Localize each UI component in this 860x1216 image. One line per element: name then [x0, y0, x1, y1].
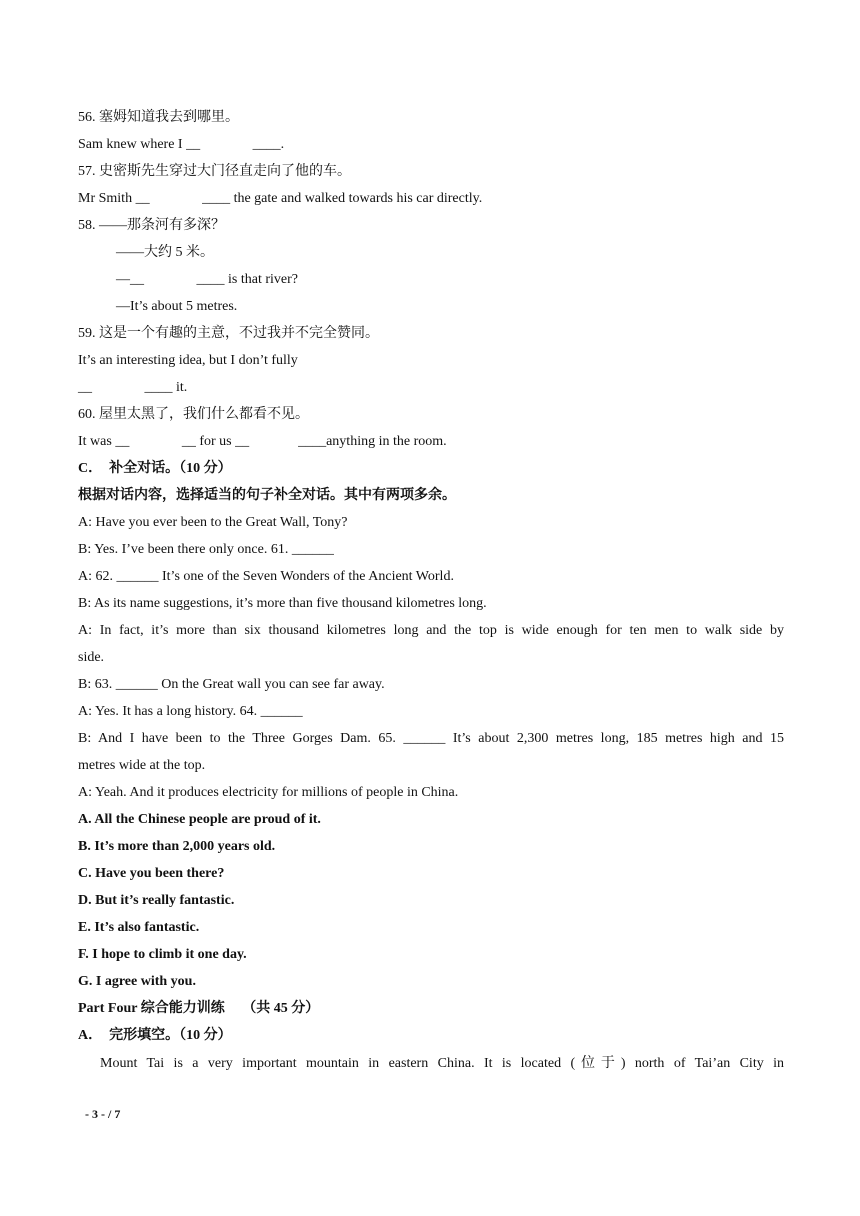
- q57-english: Mr Smith __ ____ the gate and walked towards his car directly.: [78, 191, 483, 206]
- section-c-title: C． 补全对话。（10 分）: [78, 461, 232, 476]
- part-four-title: Part Four 综合能力训练 （共 45 分）: [78, 1001, 320, 1016]
- q60-chinese: 60. 屋里太黑了，我们什么都看不见。: [78, 407, 309, 422]
- dialogue-line: A: In fact, it’s more than six thousand kilometres long and the top is wide enough for ten men to walk side by: [78, 623, 784, 638]
- option-d: D. But it’s really fantastic.: [78, 893, 235, 908]
- option-c: C. Have you been there?: [78, 866, 225, 881]
- q58-chinese: 58. ——那条河有多深？: [78, 218, 225, 233]
- dialogue-line: B: As its name suggestions, it’s more than five thousand kilometres long.: [78, 596, 487, 611]
- section-c-instructions: 根据对话内容，选择适当的句子补全对话。其中有两项多余。: [78, 488, 456, 503]
- dialogue-line: B: And I have been to the Three Gorges Dam. 65. ______ It’s about 2,300 metres long, 185 metres high and 15: [78, 731, 784, 746]
- q59-chinese: 59. 这是一个有趣的主意，不过我并不完全赞同。: [78, 326, 379, 341]
- dialogue-line-continued: side.: [78, 650, 105, 665]
- q58-chinese-answer: ——大约 5 米。: [116, 245, 214, 260]
- cloze-paragraph-line1: Mount Tai is a very important mountain in eastern China. It is located (位于) north of Tai’an City in: [100, 1056, 784, 1071]
- section-a-title: A． 完形填空。（10 分）: [78, 1028, 232, 1043]
- q56-chinese: 56. 塞姆知道我去到哪里。: [78, 110, 239, 125]
- q56-english: Sam knew where I __ ____.: [78, 137, 285, 152]
- dialogue-line: B: 63. ______ On the Great wall you can see far away.: [78, 677, 385, 692]
- option-g: G. I agree with you.: [78, 974, 196, 989]
- option-b: B. It’s more than 2,000 years old.: [78, 839, 276, 854]
- q59-english-line2: __ ____ it.: [78, 380, 188, 395]
- dialogue-line: B: Yes. I’ve been there only once. 61. ______: [78, 542, 334, 557]
- q59-english-line1: It’s an interesting idea, but I don’t fully: [78, 353, 298, 368]
- q60-english: It was __ __ for us __ ____anything in the room.: [78, 434, 447, 449]
- dialogue-line: A: Yes. It has a long history. 64. ______: [78, 704, 303, 719]
- dialogue-line-continued: metres wide at the top.: [78, 758, 206, 773]
- q57-chinese: 57. 史密斯先生穿过大门径直走向了他的车。: [78, 164, 351, 179]
- q58-english-question: —__ ____ is that river?: [116, 272, 298, 287]
- dialogue-line: A: Have you ever been to the Great Wall, Tony?: [78, 515, 348, 530]
- option-f: F. I hope to climb it one day.: [78, 947, 247, 962]
- option-e: E. It’s also fantastic.: [78, 920, 200, 935]
- dialogue-line: A: Yeah. And it produces electricity for millions of people in China.: [78, 785, 459, 800]
- q58-english-answer: —It’s about 5 metres.: [116, 299, 238, 314]
- page-number: - 3 - / 7: [85, 1107, 121, 1121]
- option-a: A. All the Chinese people are proud of it.: [78, 812, 321, 827]
- dialogue-line: A: 62. ______ It’s one of the Seven Wonders of the Ancient World.: [78, 569, 454, 584]
